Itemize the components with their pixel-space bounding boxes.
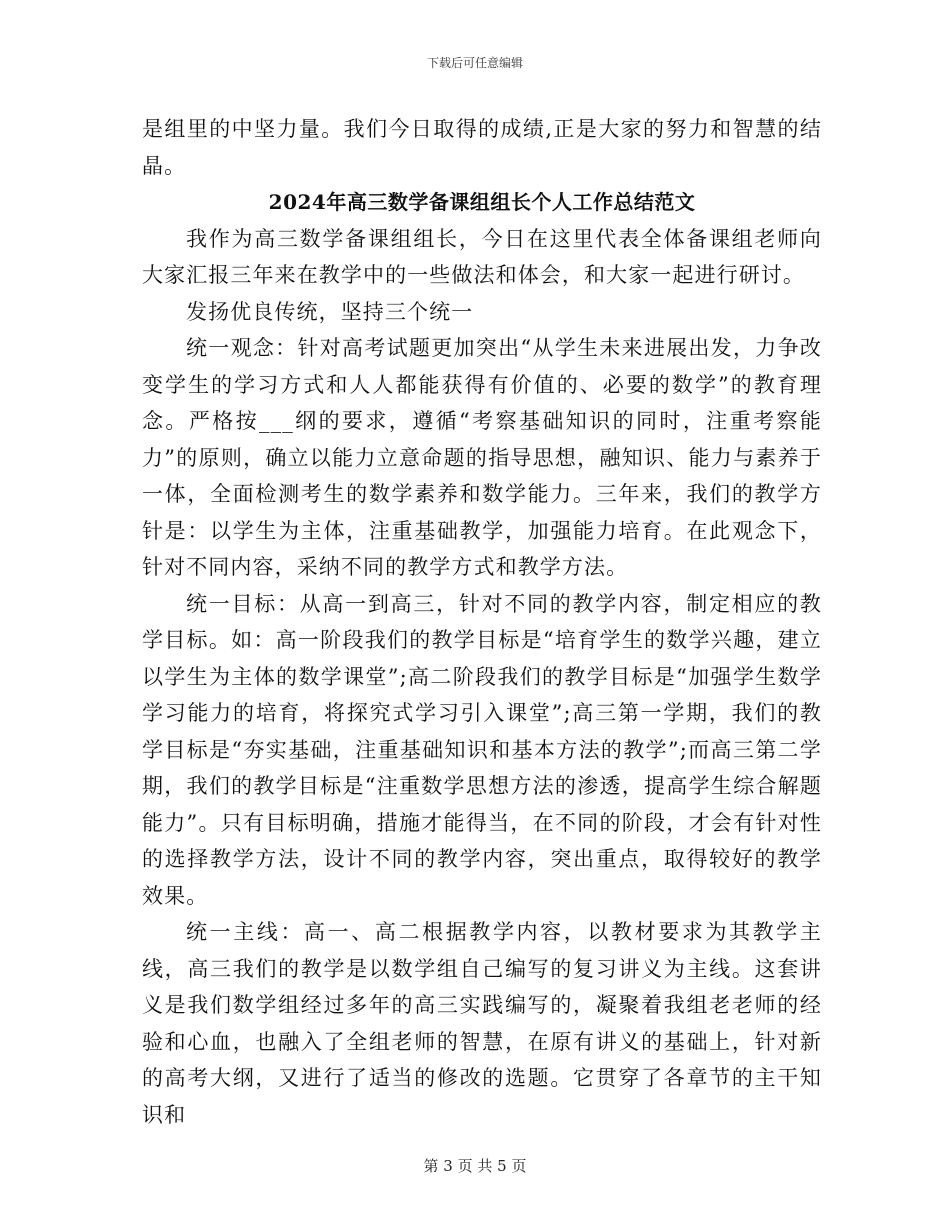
paragraph-unified-goals: 统一目标：从高一到高三，针对不同的教学内容，制定相应的教学目标。如：高一阶段我们的教学目标是“培育学生的数学兴趣，建立以学生为主体的数学课堂”;高二阶段我们的教学目标是“加强学生数学学习能力的培育，将探究式学习引入课堂”;高三第一学期，我们的教学目标是“夯实基础，注重基础知识和基本方法的教学”;而高三第二学期，我们的教学目标是“注重数学思想方法的渗透，提高学生综合解题能力”。只有目标明确，措施才能得当，在不同的阶段，才会有针对性的选择教学方法，设计不同的教学内容，突出重点，取得较好的教学效果。	[142, 591, 822, 908]
paragraph-unified-mainline: 统一主线：高一、高二根据教学内容，以教材要求为其教学主线，高三我们的教学是以数学组自己编写的复习讲义为主线。这套讲义是我们数学组经过多年的高三实践编写的，凝聚着我组老老师的经验和心血，也融入了全组老师的智慧，在原有讲义的基础上，针对新的高考大纲，又进行了适当的修改的选题。它贯穿了各章节的主干知识和	[142, 920, 822, 1127]
document-body	[142, 111, 822, 1133]
header-note: 下载后可任意编辑	[426, 56, 523, 70]
document-title: 2024年高三数学备课组组长个人工作总结范文	[268, 190, 696, 214]
section-heading-three-unities: 发扬优良传统，坚持三个统一	[186, 299, 474, 324]
intro-continuation-paragraph: 是组里的中坚力量。我们今日取得的成绩,正是大家的努力和智慧的结晶。	[142, 117, 822, 178]
paragraph-unified-concept: 统一观念：针对高考试题更加突出“从学生未来进展出发，力争改变学生的学习方式和人人都能获得有价值的、必要的数学”的教育理念。严格按___纲的要求，遵循“考察基础知识的同时，注重考察能力”的原则，确立以能力立意命题的指导思想，融知识、能力与素养于一体，全面检测考生的数学素养和数学能力。三年来，我们的教学方针是：以学生为主体，注重基础教学，加强能力培育。在此观念下，针对不同内容，采纳不同的教学方式和教学方法。	[142, 336, 822, 579]
page-number-footer: 第 3 页 共 5 页	[423, 1157, 527, 1175]
paragraph-introduction: 我作为高三数学备课组组长，今日在这里代表全体备课组老师向大家汇报三年来在教学中的一些做法和体会，和大家一起进行研讨。	[142, 226, 822, 287]
